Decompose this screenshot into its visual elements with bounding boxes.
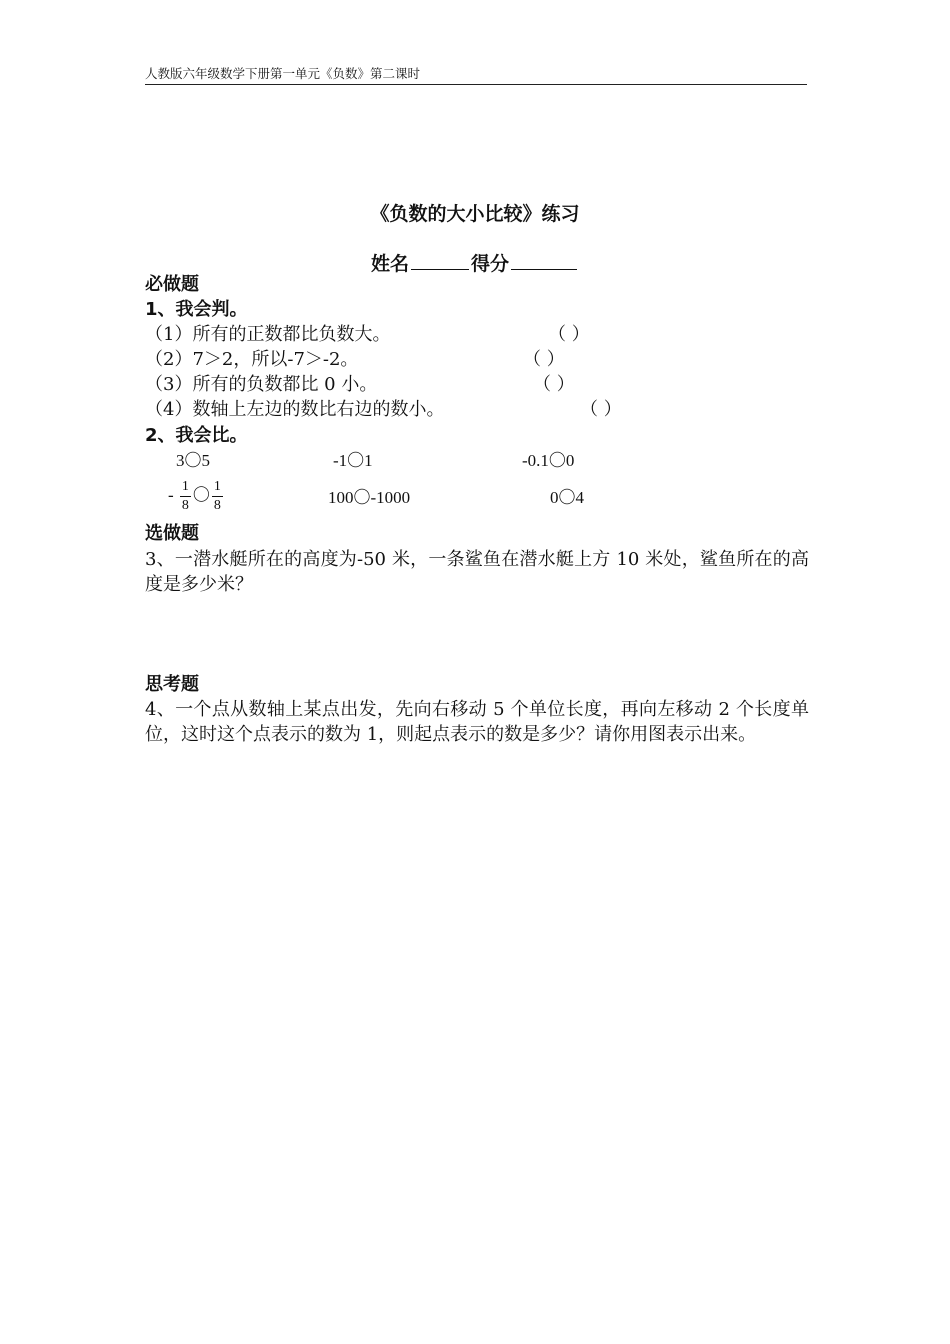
q2-heading: 2、我会比。 <box>145 425 248 446</box>
fraction-right-numerator: 1 <box>212 478 223 497</box>
thinking-heading: 思考题 <box>145 674 199 695</box>
compare-2: -1〇1 <box>333 451 373 470</box>
fraction-left-numerator: 1 <box>180 478 191 497</box>
compare-4 <box>168 478 225 515</box>
q1-item-4: （4）数轴上左边的数比右边的数小。 <box>145 399 445 420</box>
required-heading: 必做题 <box>145 274 199 295</box>
q1-heading: 1、我会判。 <box>145 299 248 320</box>
compare-5: 100〇-1000 <box>328 488 411 507</box>
name-label: 姓名 <box>370 253 409 275</box>
score-blank[interactable] <box>511 251 577 270</box>
q1-item-1: （1）所有的正数都比负数大。 <box>145 324 391 345</box>
neg-sign: - <box>168 485 174 505</box>
q1-answer-3[interactable]: （ ） <box>533 374 575 395</box>
optional-heading: 选做题 <box>145 523 199 544</box>
compare-3: -0.1〇0 <box>522 451 575 470</box>
fraction-left-denominator: 8 <box>181 498 189 513</box>
q1-item-2: （2）7＞2，所以-7＞-2。 <box>145 349 359 370</box>
compare-1: 3〇5 <box>176 451 210 470</box>
worksheet-title: 《负数的大小比较》练习 <box>370 203 580 225</box>
name-blank[interactable] <box>411 251 469 270</box>
q3-text: 3、一潜水艇所在的高度为-50 米，一条鲨鱼在潜水艇上方 10 米处，鲨鱼所在的高度是多少米？ <box>145 549 809 595</box>
q1-answer-4[interactable]: （ ） <box>580 399 622 420</box>
q1-answer-1[interactable]: （ ） <box>548 324 590 345</box>
score-label: 得分 <box>471 253 510 275</box>
fraction-left <box>180 478 191 515</box>
fraction-right <box>212 478 223 515</box>
fraction-right-denominator: 8 <box>213 498 221 513</box>
name-score-line <box>0 249 950 276</box>
compare-circle: 〇 <box>192 485 210 505</box>
compare-6: 0〇4 <box>550 488 584 507</box>
page-header: 人教版六年级数学下册第一单元《负数》第二课时 <box>145 64 807 85</box>
q4-text: 4、一个点从数轴上某点出发，先向右移动 5 个单位长度，再向左移动 2 个长度单位，这时这个点表示的数为 1，则起点表示的数是多少？请你用图表示出来。 <box>145 699 809 745</box>
q1-answer-2[interactable]: （ ） <box>523 349 565 370</box>
q1-item-3: （3）所有的负数都比 0 小。 <box>145 374 378 395</box>
